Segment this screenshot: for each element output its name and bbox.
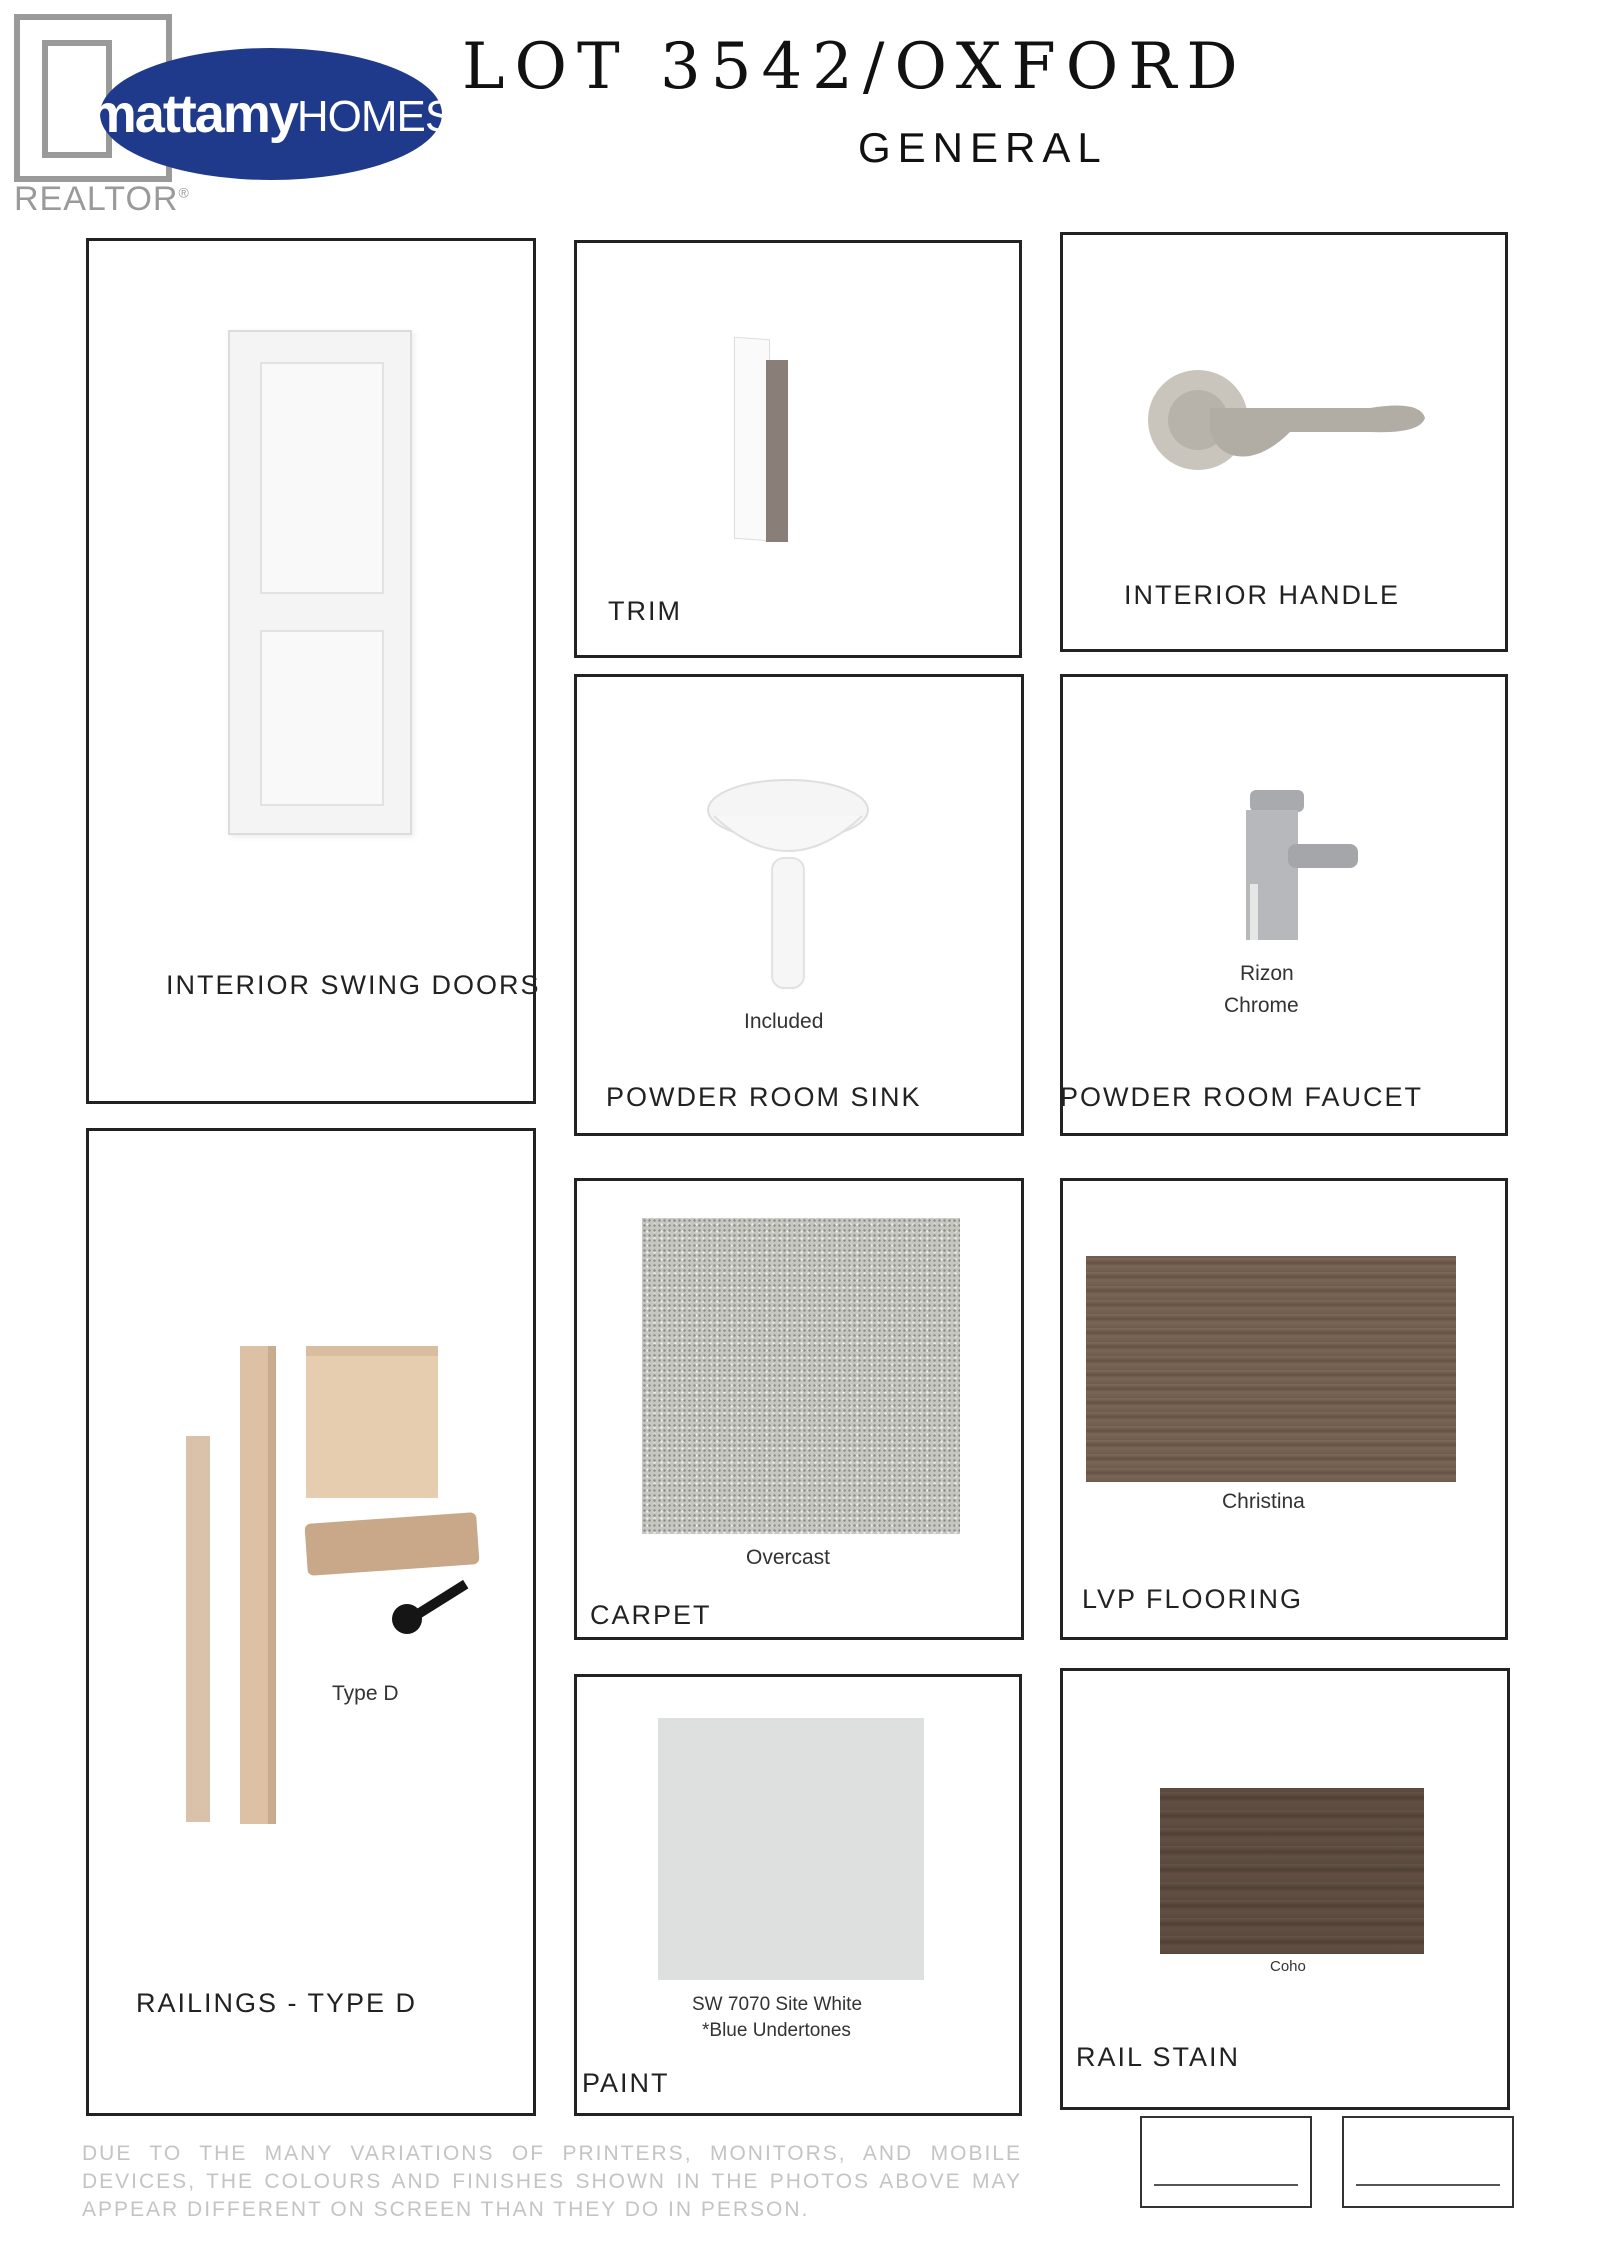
faucet-image [1236,784,1362,944]
brand-secondary-text: HOMES [296,92,454,141]
lvp-swatch [1086,1256,1456,1482]
trim-label: TRIM [608,596,682,626]
sink-caption: Included [744,1010,824,1033]
initial-box-1 [1140,2116,1312,2208]
sink-label: POWDER ROOM SINK [606,1082,922,1112]
rail-stain-caption: Coho [1270,1958,1306,1975]
faucet-caption-line2: Chrome [1224,994,1299,1017]
color-disclaimer: DUE TO THE MANY VARIATIONS OF PRINTERS, MONITORS, AND MOBILE DEVICES, THE COLOURS AND FINISHES SHOWN IN THE PHOTOS ABOVE MAY APPEAR DIFFERENT ON SCREEN THAN THEY DO IN PERSON. [82,2142,1022,2221]
baluster-image [186,1436,210,1822]
faucet-label: POWDER ROOM FAUCET [1060,1082,1424,1112]
panel-railings [86,1128,536,2116]
paint-swatch [658,1718,924,1980]
rail-stain-swatch [1160,1788,1424,1954]
faucet-caption-line1: Rizon [1240,962,1294,985]
paint-caption-line1: SW 7070 Site White [692,1994,863,2015]
handle-image [1140,360,1430,480]
page-title: LOT 3542/OXFORD [462,30,1248,104]
handle-label: INTERIOR HANDLE [1124,580,1401,610]
rail-stain-label: RAIL STAIN [1076,2042,1241,2072]
post-cap-image [306,1346,438,1498]
page-subtitle: GENERAL [858,124,1108,171]
newel-post-image [240,1346,276,1824]
trim-image [734,337,770,542]
carpet-label: CARPET [590,1600,712,1630]
railings-label: RAILINGS - TYPE D [136,1988,418,2018]
trim-edge-image [766,360,788,542]
door-image [228,330,412,835]
carpet-caption: Overcast [746,1546,831,1569]
paint-label: PAINT [582,2068,670,2098]
mattamy-homes-logo-icon [88,48,454,180]
realtor-wordmark: REALTOR® [14,180,190,218]
sink-image [706,776,870,996]
railings-caption: Type D [332,1682,399,1705]
lvp-caption: Christina [1222,1490,1305,1513]
carpet-swatch [642,1218,960,1534]
initial-box-2 [1342,2116,1514,2208]
brand-primary-text: mattamy [88,84,297,144]
paint-caption-line2: *Blue Undertones [702,2020,851,2041]
swing-doors-label: INTERIOR SWING DOORS [166,970,541,1000]
lvp-label: LVP FLOORING [1082,1584,1304,1614]
